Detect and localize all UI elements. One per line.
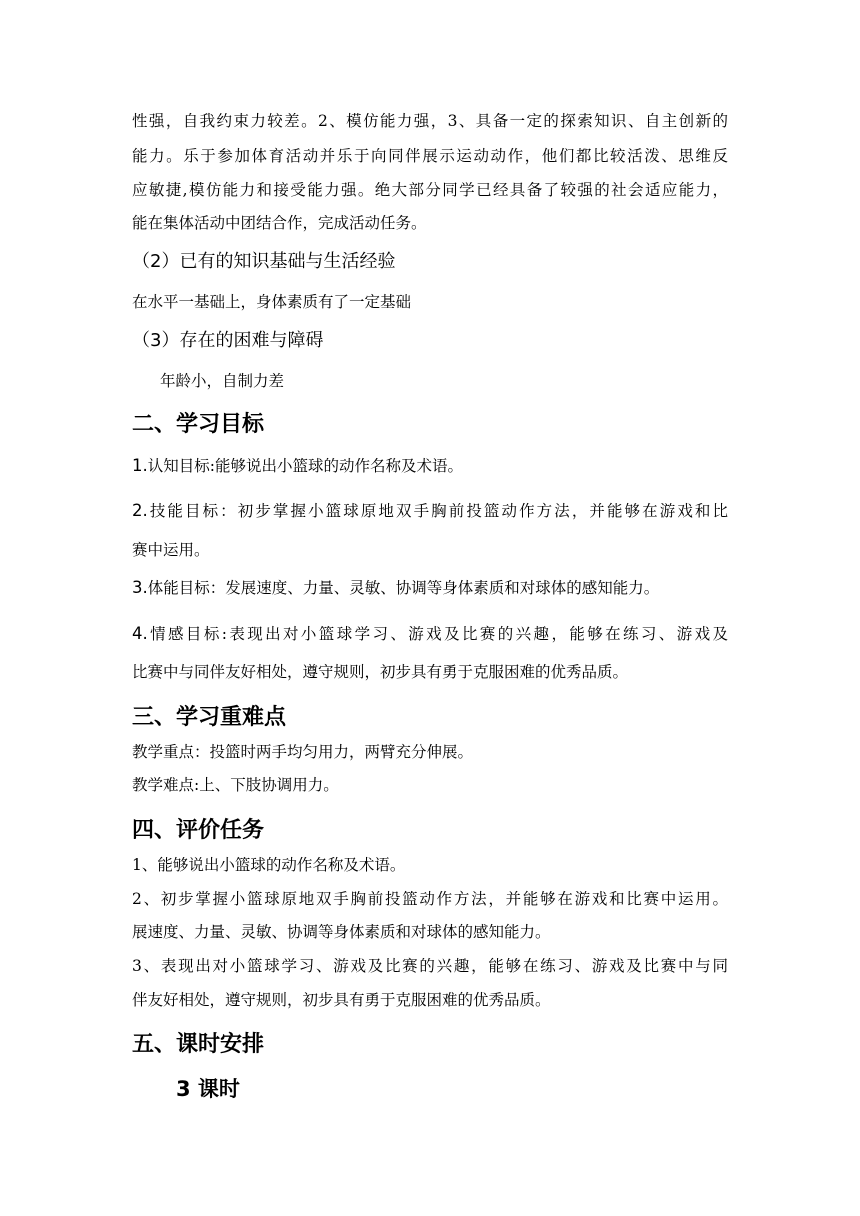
- difficulty-text: 年龄小，自制力差: [160, 372, 285, 390]
- evaluation-line-3: 展速度、力量、灵敏、协调等身体素质和对球体的感知能力。: [132, 923, 551, 941]
- goal-number: 4.: [132, 624, 148, 643]
- goal-text: 情感目标:表现出对小篮球学习、游戏及比赛的兴趣，能够在练习、游戏及: [147, 625, 728, 643]
- intro-line-2: 能力。乐于参加体育活动并乐于向同伴展示运动动作，他们都比较活泼、思维反: [132, 147, 728, 165]
- evaluation-line-2: 2、初步掌握小篮球原地双手胸前投篮动作方法，并能够在游戏和比赛中运用。: [132, 890, 728, 908]
- difficulty-heading: （3）存在的困难与障碍: [132, 330, 324, 351]
- goal-text: 技能目标：初步掌握小篮球原地双手胸前投篮动作方法，并能够在游戏和比: [147, 502, 728, 520]
- intro-line-4: 能在集体活动中团结合作，完成活动任务。: [132, 214, 427, 232]
- keypoints-heading: 三、学习重难点: [132, 705, 287, 730]
- knowledge-text: 在水平一基础上，身体素质有了一定基础: [132, 293, 412, 311]
- evaluation-line-1: 1、能够说出小篮球的动作名称及术语。: [132, 856, 406, 874]
- knowledge-heading: （2）已有的知识基础与生活经验: [132, 251, 396, 272]
- goal-item-2: [132, 501, 728, 521]
- goal-item-3: [132, 578, 659, 598]
- goal-text: 认知目标:能够说出小篮球的动作名称及术语。: [147, 457, 463, 475]
- schedule-value: 3 课时: [176, 1077, 240, 1101]
- intro-line-1: 性强，自我约束力较差。2、模仿能力强，3、具备一定的探索知识、自主创新的: [132, 112, 728, 130]
- goal-number: 3.: [132, 578, 148, 597]
- goals-heading: 二、学习目标: [132, 412, 265, 437]
- teaching-key-point: 教学重点：投篮时两手均匀用力，两臂充分伸展。: [132, 743, 474, 761]
- schedule-heading: 五、课时安排: [132, 1032, 265, 1057]
- goal-item-4-cont: 比赛中与同伴友好相处，遵守规则，初步具有勇于克服困难的优秀品质。: [132, 663, 629, 681]
- goal-item-1: [132, 456, 463, 476]
- goal-number: 2.: [132, 501, 148, 520]
- goal-item-2-cont: 赛中运用。: [132, 541, 210, 559]
- goal-item-4: [132, 624, 728, 644]
- evaluation-line-4: 3、表现出对小篮球学习、游戏及比赛的兴趣，能够在练习、游戏及比赛中与同: [132, 957, 728, 975]
- goal-number: 1.: [132, 456, 148, 475]
- intro-line-3: 应敏捷,模仿能力和接受能力强。绝大部分同学已经具备了较强的社会适应能力，: [132, 181, 728, 199]
- goal-text: 体能目标：发展速度、力量、灵敏、协调等身体素质和对球体的感知能力。: [147, 579, 660, 597]
- teaching-difficulty: 教学难点:上、下肢协调用力。: [132, 776, 339, 794]
- evaluation-heading: 四、评价任务: [132, 818, 265, 843]
- evaluation-line-5: 伴友好相处，遵守规则，初步具有勇于克服困难的优秀品质。: [132, 991, 551, 1009]
